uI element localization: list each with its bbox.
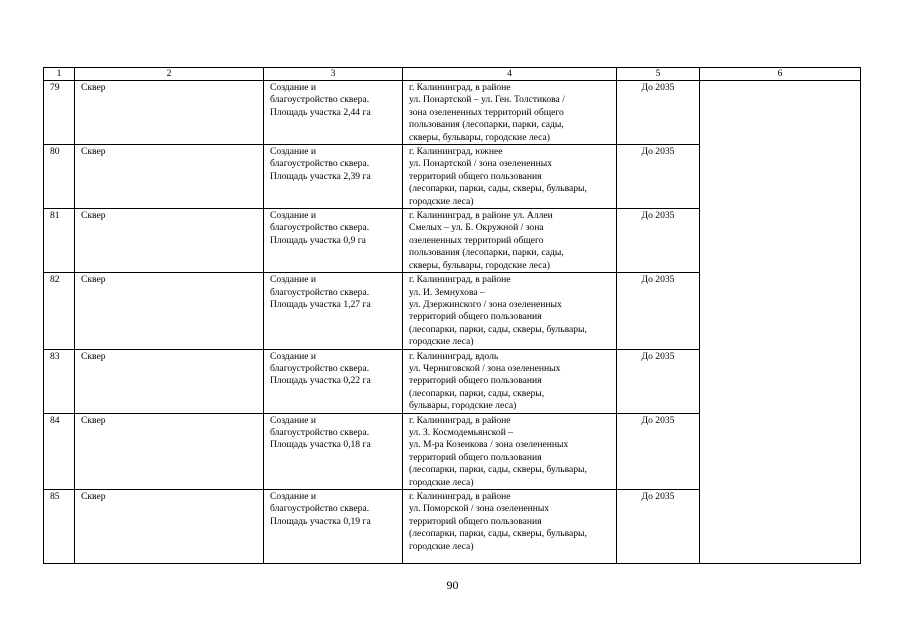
action-line: благоустройство сквера.	[270, 222, 370, 234]
location-cell	[403, 145, 617, 209]
object-type-cell	[75, 349, 264, 413]
object-type: Сквер	[81, 146, 106, 158]
location-line: г. Калининград, в районе ул. Аллеи	[409, 210, 553, 222]
table-row	[44, 81, 861, 145]
location-line: территорий общего пользования	[409, 311, 542, 323]
location-line: пользования (лесопарки, парки, сады,	[409, 247, 564, 259]
location-line: городские леса)	[409, 540, 474, 552]
location-cell	[403, 490, 617, 564]
action-line: благоустройство сквера.	[270, 426, 370, 438]
location-line: (лесопарки, парки, сады, скверы,	[409, 387, 545, 399]
object-type: Сквер	[81, 210, 106, 222]
action-line: благоустройство сквера.	[270, 94, 370, 106]
location-line: г. Калининград, в районе	[409, 274, 511, 286]
deadline-cell	[617, 490, 700, 564]
location-line: городские леса)	[409, 476, 474, 488]
action-line: Площадь участка 0,9 га	[270, 234, 366, 246]
location-line: городские леса)	[409, 195, 474, 207]
action-cell	[264, 349, 403, 413]
action-cell	[264, 209, 403, 273]
location-line: ул. Поморской / зона озелененных	[409, 503, 550, 515]
action-line: Создание и	[270, 82, 317, 93]
deadline: До 2035	[641, 350, 675, 362]
location-line: территорий общего пользования	[409, 170, 542, 182]
location-line: Смелых – ул. Б. Окружной / зона	[409, 222, 544, 234]
column-header-3: 3	[264, 68, 403, 81]
action-line: Создание и	[270, 414, 317, 426]
location-line: (лесопарки, парки, сады, скверы, бульвары,	[409, 464, 587, 476]
location-line: (лесопарки, парки, сады, скверы, бульвары,	[409, 323, 587, 335]
object-type-cell	[75, 145, 264, 209]
page-number: 90	[446, 578, 459, 592]
table-header-row	[44, 68, 861, 81]
action-line: Площадь участка 0,22 га	[270, 375, 371, 387]
deadline: До 2035	[641, 82, 675, 93]
location-line: г. Калининград, в районе	[409, 414, 511, 426]
location-line: (лесопарки, парки, сады, скверы, бульвары,	[409, 528, 587, 540]
row-number-cell	[44, 490, 75, 564]
deadline: До 2035	[641, 146, 675, 158]
action-cell	[264, 273, 403, 349]
row-number: 84	[50, 414, 60, 426]
location-line: городские леса)	[409, 336, 474, 348]
location-line: территорий общего пользования	[409, 451, 542, 463]
action-line: благоустройство сквера.	[270, 286, 370, 298]
deadline-cell	[617, 349, 700, 413]
row-number: 83	[50, 350, 60, 362]
object-type-cell	[75, 273, 264, 349]
row-number-cell	[44, 209, 75, 273]
location-line: г. Калининград, вдоль	[409, 350, 499, 362]
deadline: До 2035	[641, 491, 675, 502]
action-line: благоустройство сквера.	[270, 503, 370, 515]
object-type-cell	[75, 490, 264, 564]
deadline: До 2035	[641, 210, 675, 222]
row-number-cell	[44, 81, 75, 145]
location-line: скверы, бульвары, городские леса)	[409, 259, 550, 271]
object-type-cell	[75, 81, 264, 145]
row-number: 81	[50, 210, 60, 222]
deadline: До 2035	[641, 274, 675, 286]
location-line: территорий общего пользования	[409, 375, 542, 387]
location-line: ул. Понартской / зона озелененных	[409, 158, 552, 170]
action-line: благоустройство сквера.	[270, 362, 370, 374]
location-line: г. Калининград, в районе	[409, 82, 511, 93]
row-number: 80	[50, 146, 60, 158]
action-cell	[264, 145, 403, 209]
location-cell	[403, 209, 617, 273]
deadline-cell	[617, 209, 700, 273]
location-cell	[403, 81, 617, 145]
location-line: территорий общего пользования	[409, 515, 542, 527]
action-line: благоустройство сквера.	[270, 158, 370, 170]
location-line: ул. Дзержинского / зона озелененных	[409, 298, 562, 310]
object-type: Сквер	[81, 491, 106, 502]
location-line: ул. З. Космодемьянской –	[409, 426, 514, 438]
action-line: Создание и	[270, 491, 317, 502]
deadline-cell	[617, 413, 700, 489]
action-cell	[264, 81, 403, 145]
row-number-cell	[44, 349, 75, 413]
object-type: Сквер	[81, 350, 106, 362]
action-line: Создание и	[270, 274, 317, 286]
location-line: пользования (лесопарки, парки, сады,	[409, 119, 564, 131]
location-line: ул. И. Земнухова –	[409, 286, 485, 298]
object-type: Сквер	[81, 274, 106, 286]
row-number-cell	[44, 273, 75, 349]
action-line: Создание и	[270, 350, 317, 362]
row-number-cell	[44, 413, 75, 489]
column-header-6: 6	[700, 68, 861, 81]
location-line: ул. М-ра Козенкова / зона озелененных	[409, 439, 569, 451]
object-type-cell	[75, 209, 264, 273]
row-number-cell	[44, 145, 75, 209]
deadline-cell	[617, 81, 700, 145]
row-number: 82	[50, 274, 60, 286]
location-cell	[403, 349, 617, 413]
column-header-2: 2	[75, 68, 264, 81]
column-header-4: 4	[403, 68, 617, 81]
location-line: г. Калининград, в районе	[409, 491, 511, 502]
action-line: Площадь участка 2,44 га	[270, 106, 371, 118]
location-line: г. Калининград, южнее	[409, 146, 503, 158]
location-line: ул. Понартской – ул. Ген. Толстикова /	[409, 94, 565, 106]
row-number: 85	[50, 491, 60, 502]
location-line: зона озелененных территорий общего	[409, 106, 564, 118]
action-line: Площадь участка 2,39 га	[270, 170, 371, 182]
objects-table	[43, 67, 861, 564]
action-line: Создание и	[270, 146, 317, 158]
object-type: Сквер	[81, 414, 106, 426]
location-cell	[403, 413, 617, 489]
action-cell	[264, 413, 403, 489]
object-type-cell	[75, 413, 264, 489]
deadline-cell	[617, 273, 700, 349]
deadline: До 2035	[641, 414, 675, 426]
action-line: Создание и	[270, 210, 317, 222]
object-type: Сквер	[81, 82, 106, 93]
deadline-cell	[617, 145, 700, 209]
row-number: 79	[50, 82, 60, 93]
action-line: Площадь участка 1,27 га	[270, 298, 371, 310]
column-header-5: 5	[617, 68, 700, 81]
column-header-1: 1	[44, 68, 75, 81]
location-line: скверы, бульвары, городские леса)	[409, 131, 550, 143]
location-line: озелененных территорий общего	[409, 234, 544, 246]
location-line: (лесопарки, парки, сады, скверы, бульвары,	[409, 183, 587, 195]
location-cell	[403, 273, 617, 349]
action-line: Площадь участка 0,19 га	[270, 515, 371, 527]
action-line: Площадь участка 0,18 га	[270, 439, 371, 451]
location-line: бульвары, городские леса)	[409, 400, 517, 412]
notes-cell-merged	[700, 81, 861, 564]
location-line: ул. Черниговской / зона озелененных	[409, 362, 561, 374]
action-cell	[264, 490, 403, 564]
